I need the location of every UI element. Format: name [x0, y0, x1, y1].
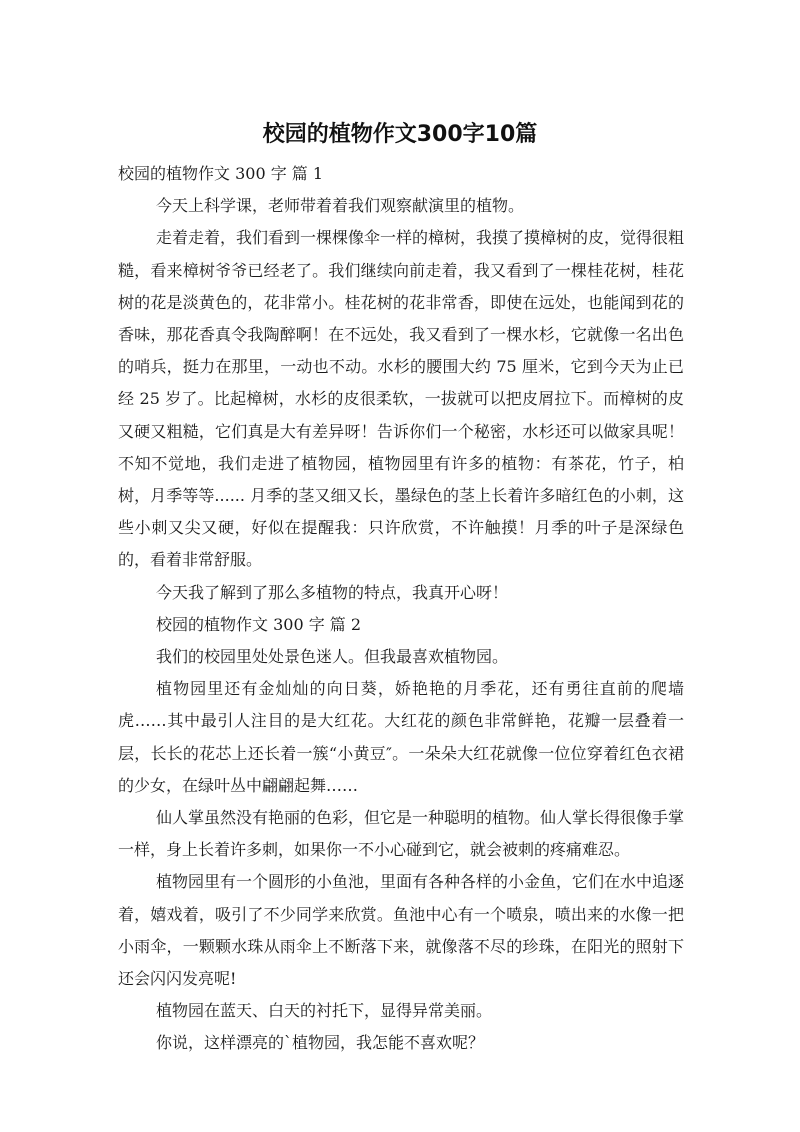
document-title: 校园的植物作文300字10篇 [262, 122, 538, 147]
paragraph: 今天我了解到了那么多植物的特点，我真开心呀！ [156, 582, 509, 602]
paragraph: 植物园里还有金灿灿的向日葵，娇艳艳的月季花，还有勇往直前的爬墙虎……其中最引人注目的是大红花。大红花的颜色非常鲜艳，花瓣一层叠着一层，长长的花芯上还长着一簇“小黄豆″。一朵朵大红花就像一位位穿着红色衣裙的少女，在绿叶丛中翩翩起舞…… [118, 679, 684, 795]
paragraph: 我们的校园里处处景色迷人。但我最喜欢植物园。 [156, 647, 509, 667]
paragraph: 走着走着，我们看到一棵棵像伞一样的樟树，我摸了摸樟树的皮，觉得很粗糙，看来樟树爷爷已经老了。我们继续向前走着，我又看到了一棵桂花树，桂花树的花是淡黄色的，花非常小。桂花树的花非常香，即使在远处，也能闻到花的香味，那花香真令我陶醉啊！在不远处，我又看到了一棵水杉，它就像一名出色的哨兵，挺力在那里，一动也不动。水杉的腰围大约 75 厘米，它到今天为止已经 25 岁了。比起樟树，水杉的皮很柔软，一拔就可以把皮屑拉下。而樟树的皮又硬又粗糙，它们真是大有差异呀！告诉你们一个秘密，水杉还可以做家具呢！不知不觉地，我们走进了植物园，植物园里有许多的植物：有茶花，竹子，柏树，月季等等...... 月季的茎又细又长，墨绿色的茎上长着许多暗红色的小刺，这些小刺又尖又硬，好似在提醒我：只许欣赏，不许触摸！月季的叶子是深绿色的，看着非常舒服。 [118, 228, 685, 570]
paragraph: 今天上科学课，老师带着着我们观察献演里的植物。 [156, 196, 525, 216]
essay-1-heading: 校园的植物作文 300 字 篇 1 [118, 164, 324, 183]
essay-2-heading: 校园的植物作文 300 字 篇 2 [156, 614, 362, 634]
document-body [118, 158, 684, 1060]
paragraph: 仙人掌虽然没有艳丽的色彩，但它是一种聪明的植物。仙人掌长得很像手掌一样，身上长着许多刺，如果你一不小心碰到它，就会被刺的疼痛难忍。 [118, 808, 685, 860]
paragraph: 你说，这样漂亮的`植物园，我怎能不喜欢呢？ [156, 1033, 485, 1053]
paragraph: 植物园里有一个圆形的小鱼池，里面有各种各样的小金鱼，它们在水中追逐着，嬉戏着，吸引了不少同学来欣赏。鱼池中心有一个喷泉，喷出来的水像一把小雨伞，一颗颗水珠从雨伞上不断落下来，就像落不尽的珍珠，在阳光的照射下还会闪闪发亮呢! [118, 872, 685, 989]
paragraph: 植物园在蓝天、白天的衬托下，显得异常美丽。 [156, 1001, 493, 1021]
